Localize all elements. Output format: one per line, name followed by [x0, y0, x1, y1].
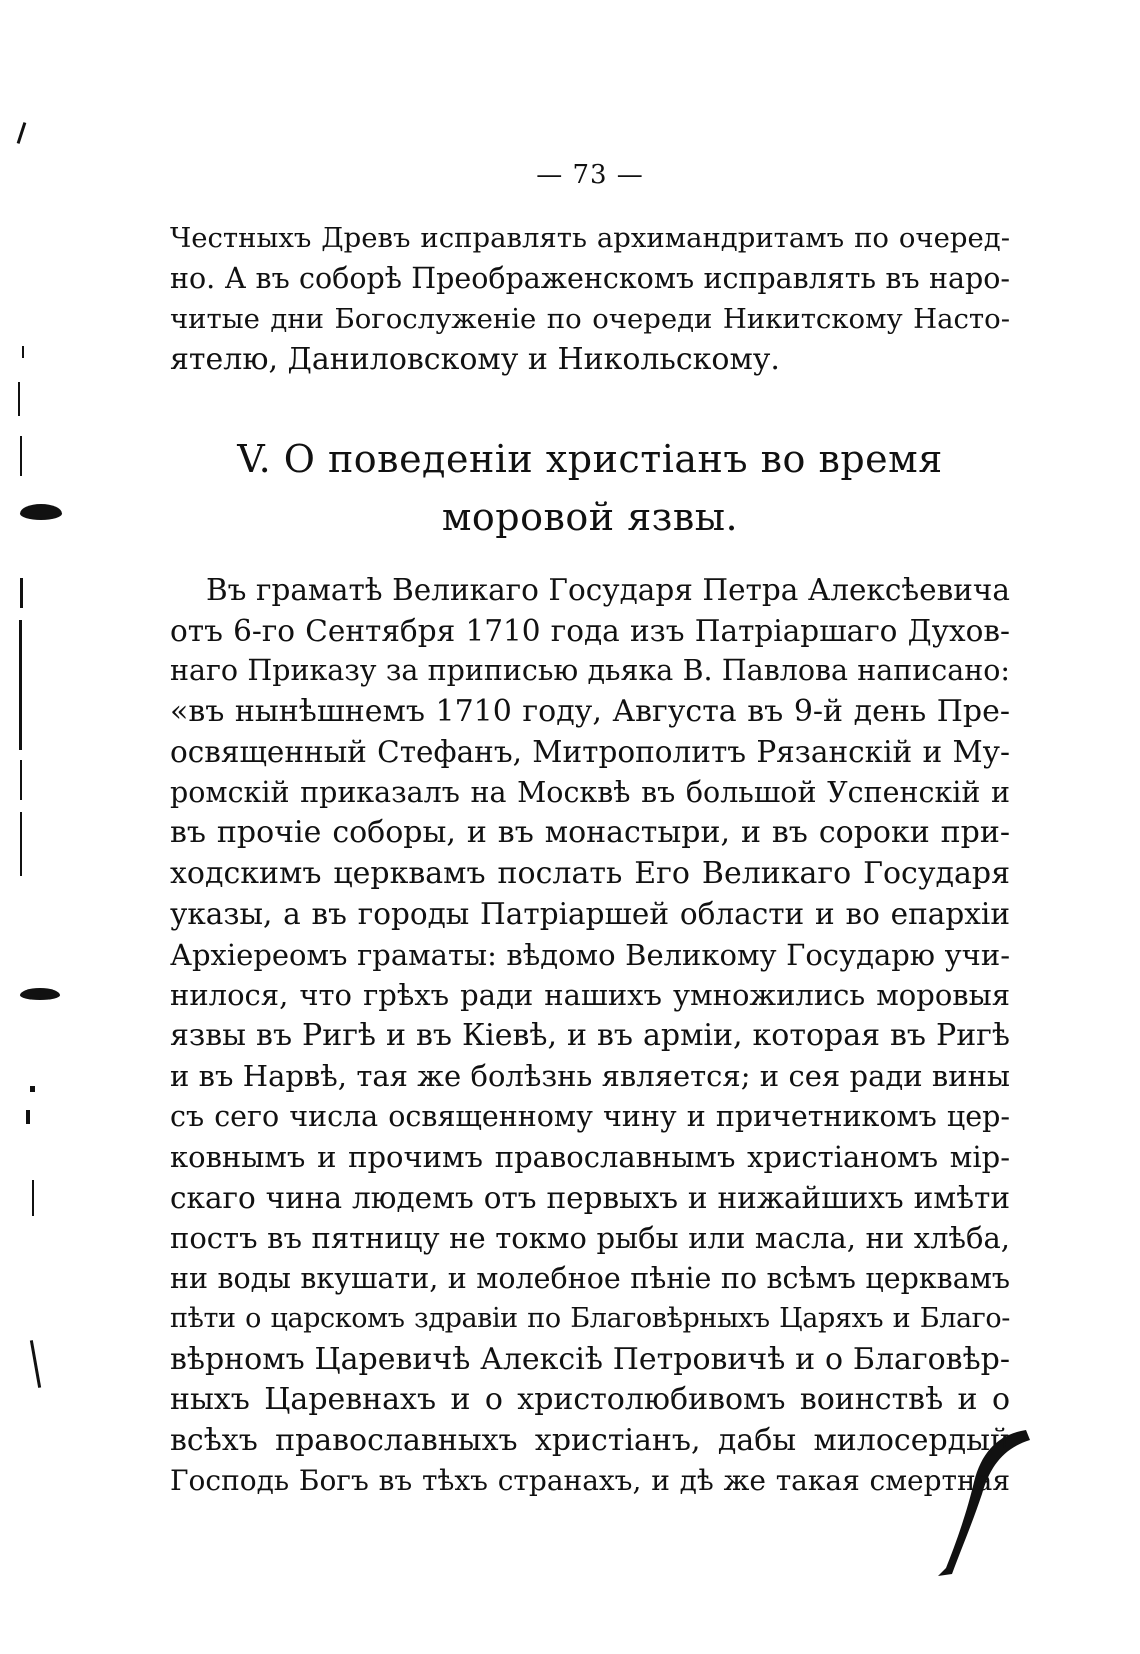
text-line: ходскимъ церквамъ послать Его Великаго Государя [170, 855, 1010, 891]
text-line: ни воды вкушати, и молебное пѣніе по всѣмъ церквамъ [170, 1261, 1010, 1295]
text-line: и въ Нарвѣ, тая же болѣзнь является; и сея ради вины [170, 1059, 1010, 1093]
text-line: Честныхъ Древъ исправлять архимандритамъ по очеред- [170, 222, 1010, 254]
text-line: всѣхъ православныхъ христіанъ, дабы милосердый [170, 1422, 1010, 1458]
text-line: ковнымъ и прочимъ православнымъ христіаномъ мір- [170, 1140, 1010, 1174]
scan-mark [20, 812, 22, 876]
page-number: — 73 — [536, 160, 644, 190]
top-paragraph [170, 218, 1010, 380]
scan-mark [30, 1340, 41, 1388]
text-line: постъ въ пятницу не токмо рыбы или масла, ни хлѣба, [170, 1221, 1010, 1255]
text-line: «въ нынѣшнемъ 1710 году, Августа въ 9-й день Пре- [170, 693, 1010, 729]
text-line: въ прочіе соборы, и въ монастыри, и въ сороки при- [170, 815, 1010, 850]
text-line: вѣрномъ Царевичѣ Алексіѣ Петровичѣ и о Благовѣр- [170, 1341, 1010, 1377]
scan-mark [32, 1180, 34, 1216]
text-line: ромскій приказалъ на Москвѣ въ большой Успенскій и [170, 775, 1010, 809]
text-line: но. А въ соборѣ Преображенскомъ исправлять въ наро- [170, 261, 1010, 295]
heading-line: моровой язвы. [441, 495, 739, 539]
scan-mark [19, 620, 22, 750]
scan-mark [20, 578, 23, 608]
scan-mark [18, 382, 20, 416]
text-line: отъ 6-го Сентября 1710 года изъ Патріаршаго Духов- [170, 613, 1010, 648]
scan-mark [30, 1086, 35, 1092]
text-line: Въ граматѣ Великаго Государя Петра Алексѣевича [206, 573, 1010, 607]
scan-mark [26, 1110, 30, 1124]
text-line: Архіереомъ граматы: вѣдомо Великому Государю учи- [170, 937, 1010, 972]
heading-line: V. О поведеніи христіанъ во время [237, 437, 943, 481]
scan-mark [20, 436, 22, 476]
text-line: Господь Богъ въ тѣхъ странахъ, и дѣ же такая смертная [170, 1464, 1010, 1497]
scan-blot [20, 504, 62, 520]
body-paragraph [170, 570, 1010, 1502]
text-line: читые дни Богослуженіе по очереди Никитскому Насто- [170, 303, 1010, 335]
scan-mark [22, 346, 24, 358]
text-line: пѣти о царскомъ здравіи по Благовѣрныхъ Царяхъ и Благо- [170, 1303, 1010, 1334]
text-line: наго Приказу за приписью дьяка В. Павлова написано: [170, 654, 1010, 687]
scan-mark [20, 760, 22, 800]
scan-mark [17, 122, 27, 144]
text-line: нилося, что грѣхъ ради нашихъ умножились моровыя [170, 978, 1010, 1012]
text-line: съ сего числа освященному чину и причетникомъ цер- [170, 1099, 1010, 1133]
section-heading [170, 430, 1010, 546]
text-line: язвы въ Ригѣ и въ Кіевѣ, и въ арміи, которая въ Ригѣ [170, 1017, 1010, 1053]
text-line: ныхъ Царевнахъ и о христолюбивомъ воинствѣ и о [170, 1382, 1010, 1417]
text-line: ятелю, Даниловскому и Никольскому. [170, 341, 780, 377]
text-line: освященный Стефанъ, Митрополитъ Рязанскій и Му- [170, 735, 1010, 769]
text-line: скаго чина людемъ отъ первыхъ и нижайшихъ имѣти [170, 1180, 1010, 1215]
text-line: указы, а въ городы Патріаршей области и во епархіи [170, 897, 1010, 931]
scan-blot [20, 988, 60, 1000]
